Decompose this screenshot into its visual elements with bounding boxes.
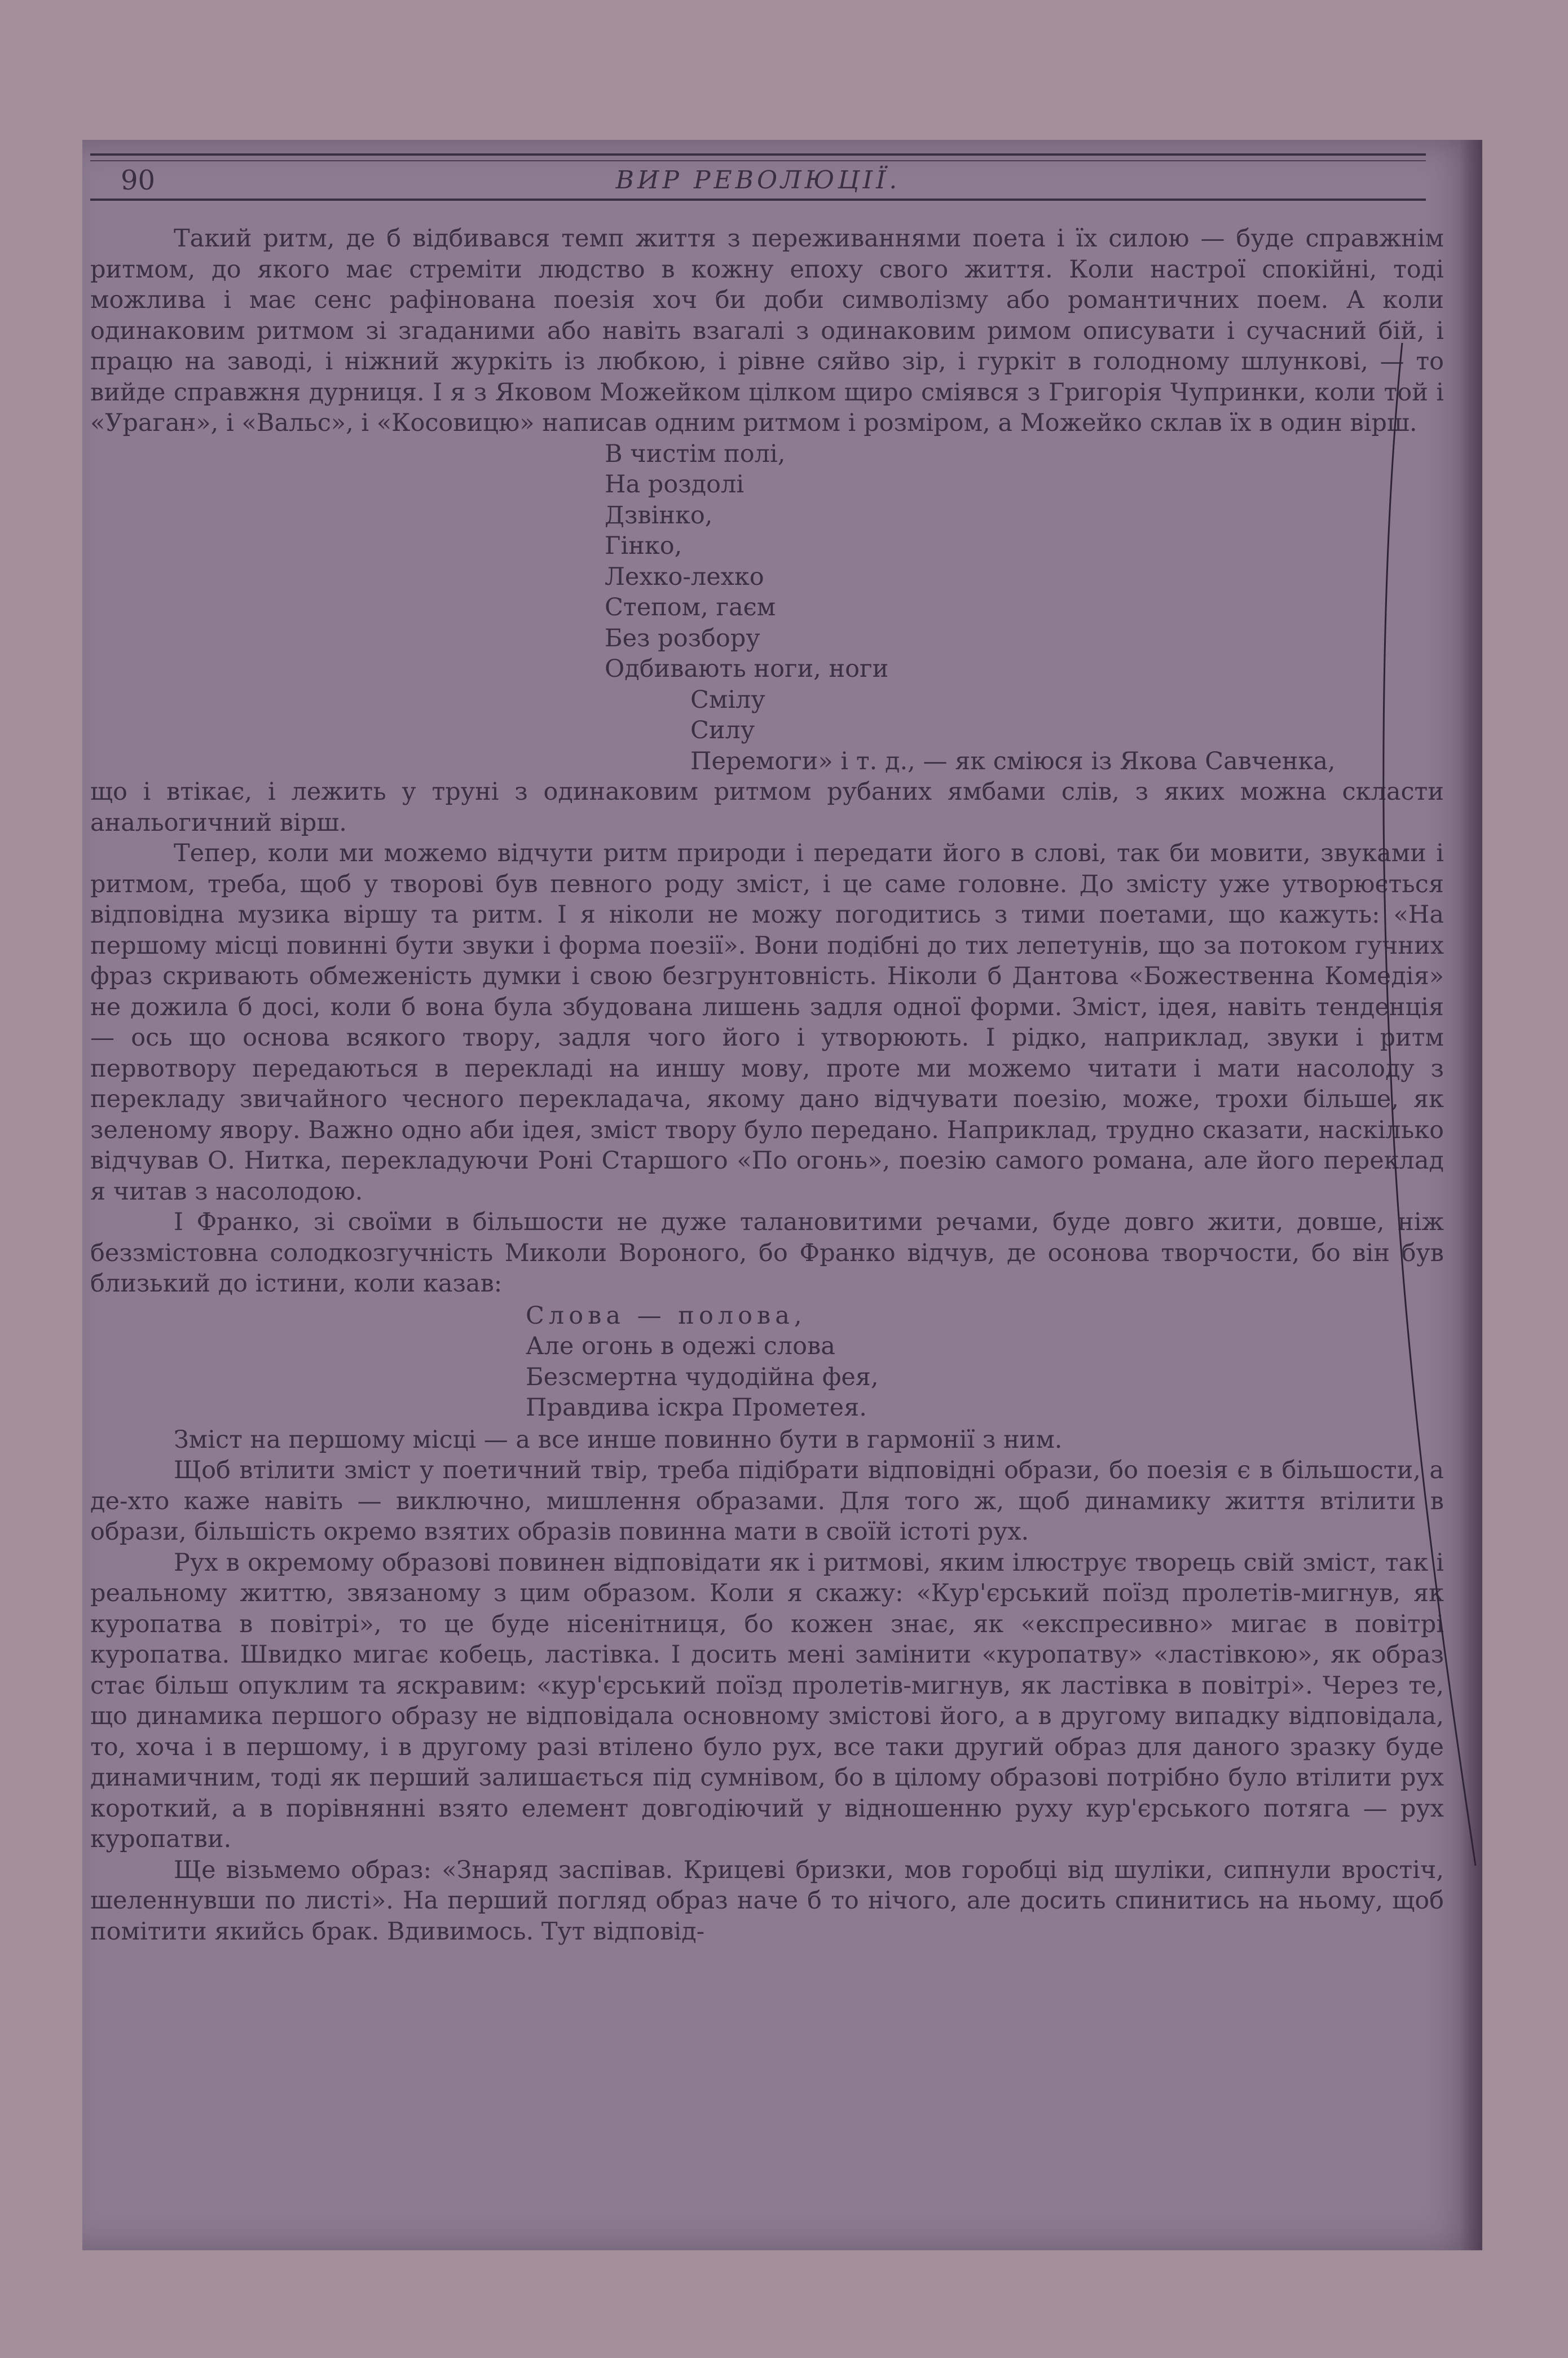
header-rule-top-thin <box>90 160 1426 161</box>
poem-line: Правдива іскра Прометея. <box>526 1394 867 1422</box>
poem-line: Силу <box>690 716 755 744</box>
poem-line: Слова — полова, <box>526 1301 807 1330</box>
poem-line: Безсмертна чудодійна фея, <box>526 1363 879 1391</box>
paragraph-continuation: що і втікає, і лежить у труні з одинаковим ритмом рубаних ямбами слів, з яких можна скласти анальогичний вірш. <box>90 778 1444 837</box>
poem-line: Але огонь в одежі слова <box>526 1332 835 1360</box>
paragraph: Зміст на першому місці — а все инше повинно бути в гармонії з ним. <box>174 1425 1063 1454</box>
poem-line: Одбивають ноги, ноги <box>605 655 889 683</box>
poem-line: Гінко, <box>605 532 682 560</box>
paragraph: Рух в окремому образові повинен відповідати як і ритмові, яким ілюструє творець свій зміст, так і реальному життю, звязаному з цим образом. Коли я скажу: «Кур'єрський поїзд пролетів-мигнув, як куропатва в повітрі», то це буде нісенітниця, бо кожен знає, як «експресивно» мигає в повітрі куропатва. Швидко мигає кобець, ластівка. І досить мені замінити «куропатву» «ластівкою», як образ стає більш опуклим та яскравим: «кур'єрський поїзд пролетів-мигнув, як ластівка в повітрі». Через те, що динамика першого образу не відповідала основному змістові його, а в другому випадку відповідала, то, хоча і в першому, і в другому разі втілено було рух, все таки другий образ для даного зразку буде динамичним, тоді як перший залишається під сумнівом, бо в цілому образові потрібно було втілити рух короткий, а в порівнянні взято елемент довгодіючий у відношенню руху кур'єрського потяга — рух куропатви. <box>90 1548 1444 1853</box>
header-rule-top <box>90 153 1426 156</box>
page-number: 90 <box>121 165 156 196</box>
running-header <box>90 164 1426 197</box>
poem-line: На роздолі <box>605 470 745 499</box>
paragraph: Тепер, коли ми можемо відчути ритм природи і передати його в слові, так би мовити, звуками і ритмом, треба, щоб у творові був певного роду зміст, і це саме головне. До змісту уже утворюється відповідна музика віршу та ритм. І я ніколи не можу погодитись з тими поетами, що кажуть: «На першому місці повинні бути звуки і форма поезії». Вони подібні до тих лепетунів, що за потоком гучних фраз скривають обмеженість думки і свою безгрунтовність. Ніколи б Дантова «Божественна Комедія» не дожила б досі, коли б вона була збудована лишень задля одної форми. Зміст, ідея, навіть тенденція — ось що основа всякого твору, задля чого його і утворюють. І рідко, наприклад, звуки і ритм первотвору передаються в перекладі на иншу мову, проте ми можемо читати і мати насолоду з перекладу звичайного чесного перекладача, якому дано відчувати поезію, може, трохи більше, як зеленому явору. Важно одно аби ідея, зміст твору було передано. Наприклад, трудно сказати, наскілько відчував О. Нитка, перекладуючи Роні Старшого «По огонь», поезію самого романа, але його переклад я читав з насолодою. <box>90 839 1444 1206</box>
poem-line: Дзвінко, <box>605 501 713 530</box>
article-body <box>90 223 1444 1947</box>
running-title: ВИР РЕВОЛЮЦІЇ. <box>615 166 901 195</box>
paragraph: І Франко, зі своїми в більшости не дуже талановитими речами, буде довго жити, довше, ніж беззмістовна солодкозгучність Миколи Вороного, бо Франко відчув, де осонова творчости, бо він був близький до істини, коли казав: <box>90 1208 1444 1298</box>
paragraph: Такий ритм, де б відбивався темп життя з переживаннями поета і їх силою — буде справжнім ритмом, до якого має стреміти людство в кожну епоху свого життя. Коли настрої спокійні, тоді можлива і має сенс рафінована поезія хоч би доби символізму або романтичних поем. А коли одинаковим ритмом зі згаданими або навіть взагалі з одинаковим римом описувати і сучасний бій, і працю на заводі, і ніжний журкіть із любкою, і рівне сяйво зір, і гуркіт в голодному шлункові, — то вийде справжня дурниця. І я з Яковом Можейком цілком щиро сміявся з Григорія Чупринки, коли той і «Ураган», і «Вальс», і «Косовицю» написав одним ритмом і розміром, а Можейко склав їх в один вірш. <box>90 224 1444 437</box>
poem-line: Без розбору <box>605 624 760 653</box>
poem-line-continued: Перемоги» і т. д., — як сміюся із Якова Савченка, <box>690 747 1336 775</box>
book-page <box>82 140 1482 2250</box>
paragraph: Ще візьмемо образ: «Знаряд заспівав. Крицеві бризки, мов горобці від шуліки, сипнули вростіч, шеленнувши по листі». На перший погляд образ наче б то нічого, але досить спинитись на ньому, щоб помітити якийсь брак. Вдивимось. Тут відповід- <box>90 1855 1444 1946</box>
poem-line: Степом, гаєм <box>605 593 776 622</box>
poem-quote-chuprynka <box>90 439 1444 777</box>
poem-quote-franko <box>90 1301 1444 1423</box>
poem-line: Лехко-лехко <box>605 562 764 591</box>
poem-line: В чистім полі, <box>605 439 786 468</box>
header-rule-bottom <box>90 199 1426 201</box>
paragraph: Щоб втілити зміст у поетичний твір, треба підібрати відповідні образи, бо поезія є в більшости, а де-хто каже навіть — виключно, мишлення образами. Для того ж, щоб динамику життя втілити в образи, більшість окремо взятих образів повинна мати в своїй істоті рух. <box>90 1456 1444 1546</box>
poem-line: Смілу <box>690 685 765 714</box>
